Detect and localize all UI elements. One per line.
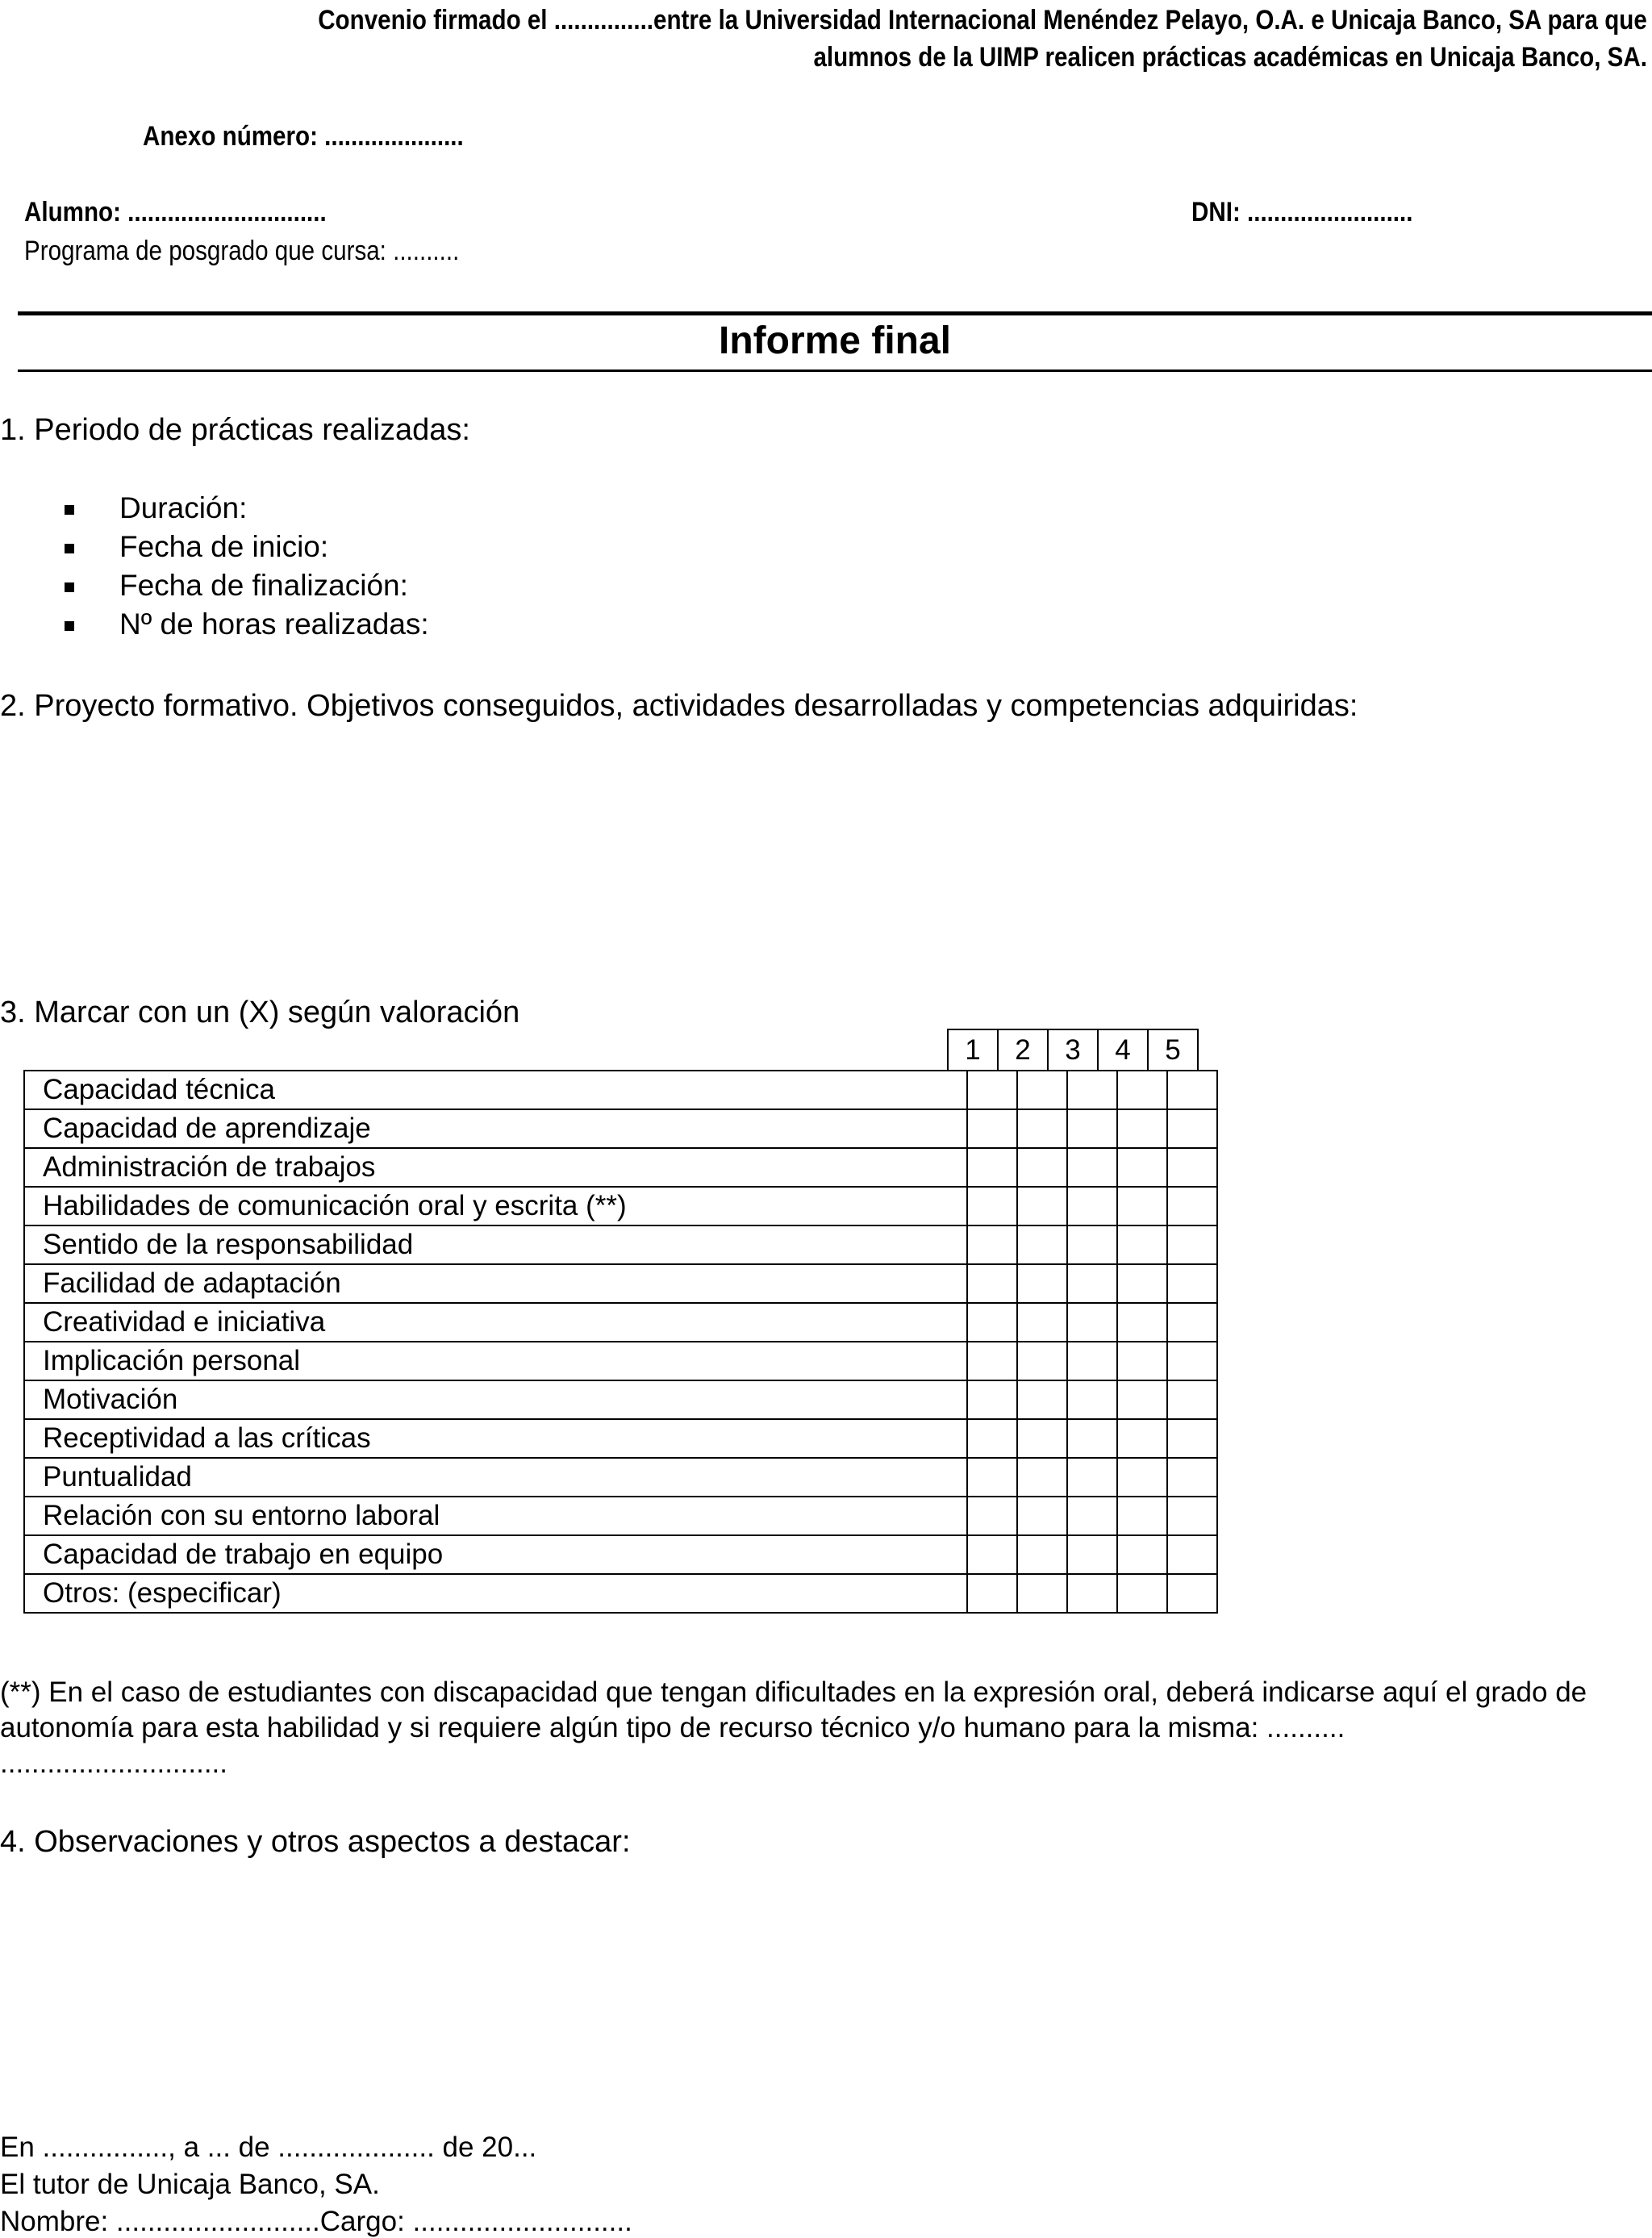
section1-heading: 1. Periodo de prácticas realizadas: xyxy=(0,413,470,447)
criterion-label: Facilidad de adaptación xyxy=(24,1264,967,1303)
criterion-label: Creatividad e iniciativa xyxy=(24,1303,967,1342)
section3-heading: 3. Marcar con un (X) según valoración xyxy=(0,996,520,1029)
scale-value: 3 xyxy=(1048,1029,1098,1071)
rating-checkbox-cell[interactable] xyxy=(1017,1225,1067,1264)
rating-checkbox-cell[interactable] xyxy=(1017,1342,1067,1380)
rating-checkbox-cell[interactable] xyxy=(1167,1458,1217,1497)
rating-checkbox-cell[interactable] xyxy=(1117,1497,1167,1535)
criterion-label: Implicación personal xyxy=(24,1342,967,1380)
table-row xyxy=(24,1071,1217,1109)
rating-checkbox-cell[interactable] xyxy=(1067,1187,1117,1225)
title-bottom-rule xyxy=(18,370,1652,372)
criterion-label: Otros: (especificar) xyxy=(24,1574,967,1613)
rating-checkbox-cell[interactable] xyxy=(1167,1148,1217,1187)
rating-checkbox-cell[interactable] xyxy=(1017,1264,1067,1303)
rating-checkbox-cell[interactable] xyxy=(1017,1574,1067,1613)
footnote-dots: ............................. xyxy=(0,1747,227,1779)
rating-checkbox-cell[interactable] xyxy=(1117,1187,1167,1225)
footnote-text: (**) En el caso de estudiantes con discapacidad que tengan dificultades en la expresión oral, deberá indicarse aquí el grado de autonomía para esta habilidad y si requiere algún tipo de recurso técnico y/o humano para la misma: .......... xyxy=(0,1676,1587,1743)
rating-checkbox-cell[interactable] xyxy=(1067,1574,1117,1613)
table-row xyxy=(24,1264,1217,1303)
table-row xyxy=(24,1458,1217,1497)
rating-checkbox-cell[interactable] xyxy=(1067,1342,1117,1380)
rating-checkbox-cell[interactable] xyxy=(1017,1109,1067,1148)
table-row xyxy=(24,1109,1217,1148)
rating-table xyxy=(23,1070,1218,1614)
scale-value: 1 xyxy=(948,1029,998,1071)
rating-checkbox-cell[interactable] xyxy=(967,1342,1017,1380)
rating-checkbox-cell[interactable] xyxy=(1167,1380,1217,1419)
criterion-label: Relación con su entorno laboral xyxy=(24,1497,967,1535)
rating-checkbox-cell[interactable] xyxy=(1017,1419,1067,1458)
rating-checkbox-cell[interactable] xyxy=(1167,1574,1217,1613)
rating-checkbox-cell[interactable] xyxy=(1117,1109,1167,1148)
rating-checkbox-cell[interactable] xyxy=(1117,1535,1167,1574)
rating-checkbox-cell[interactable] xyxy=(1067,1109,1117,1148)
rating-checkbox-cell[interactable] xyxy=(1167,1109,1217,1148)
report-title: Informe final xyxy=(718,319,952,362)
criterion-label: Administración de trabajos xyxy=(24,1148,967,1187)
rating-checkbox-cell[interactable] xyxy=(967,1458,1017,1497)
criterion-label: Sentido de la responsabilidad xyxy=(24,1225,967,1264)
internship-period-list xyxy=(65,489,429,644)
rating-checkbox-cell[interactable] xyxy=(1167,1419,1217,1458)
footnote xyxy=(0,1675,1652,1781)
rating-scale-header xyxy=(947,1029,1199,1071)
section2-heading: 2. Proyecto formativo. Objetivos conseguidos, actividades desarrolladas y competencias adquiridas: xyxy=(0,689,1358,723)
table-row xyxy=(24,1419,1217,1458)
tutor-line: El tutor de Unicaja Banco, SA. xyxy=(0,2169,380,2200)
rating-checkbox-cell[interactable] xyxy=(967,1497,1017,1535)
table-row xyxy=(24,1380,1217,1419)
rating-checkbox-cell[interactable] xyxy=(1067,1303,1117,1342)
rating-checkbox-cell[interactable] xyxy=(1167,1303,1217,1342)
student-name-field: Alumno: .............................. xyxy=(24,197,327,228)
agreement-header-line2: alumnos de la UIMP realicen prácticas académicas en Unicaja Banco, SA. xyxy=(813,42,1647,73)
rating-checkbox-cell[interactable] xyxy=(967,1071,1017,1109)
list-item: Nº de horas realizadas: xyxy=(65,605,429,644)
criterion-label: Motivación xyxy=(24,1380,967,1419)
rating-checkbox-cell[interactable] xyxy=(1017,1535,1067,1574)
rating-checkbox-cell[interactable] xyxy=(1117,1380,1167,1419)
criterion-label: Capacidad de aprendizaje xyxy=(24,1109,967,1148)
rating-checkbox-cell[interactable] xyxy=(1067,1458,1117,1497)
criterion-label: Capacidad técnica xyxy=(24,1071,967,1109)
table-row xyxy=(24,1497,1217,1535)
rating-checkbox-cell[interactable] xyxy=(1117,1419,1167,1458)
rating-checkbox-cell[interactable] xyxy=(1017,1380,1067,1419)
agreement-header-line1: Convenio firmado el ...............entre la Universidad Internacional Menéndez Pelayo, O.A. e Unicaja Banco, SA para que xyxy=(318,5,1647,35)
rating-checkbox-cell[interactable] xyxy=(1067,1071,1117,1109)
table-row xyxy=(24,1187,1217,1225)
rating-checkbox-cell[interactable] xyxy=(1167,1264,1217,1303)
rating-checkbox-cell[interactable] xyxy=(1167,1535,1217,1574)
rating-checkbox-cell[interactable] xyxy=(967,1187,1017,1225)
rating-checkbox-cell[interactable] xyxy=(1117,1264,1167,1303)
rating-checkbox-cell[interactable] xyxy=(1017,1458,1067,1497)
rating-checkbox-cell[interactable] xyxy=(1067,1535,1117,1574)
rating-checkbox-cell[interactable] xyxy=(1067,1380,1117,1419)
rating-checkbox-cell[interactable] xyxy=(1117,1342,1167,1380)
rating-checkbox-cell[interactable] xyxy=(1117,1303,1167,1342)
postgraduate-program-field: Programa de posgrado que cursa: .......... xyxy=(24,236,460,266)
rating-checkbox-cell[interactable] xyxy=(1167,1497,1217,1535)
table-row xyxy=(24,1342,1217,1380)
table-row xyxy=(24,1148,1217,1187)
criterion-label: Habilidades de comunicación oral y escrita (**) xyxy=(24,1187,967,1225)
rating-checkbox-cell[interactable] xyxy=(967,1380,1017,1419)
table-row xyxy=(24,1535,1217,1574)
rating-checkbox-cell[interactable] xyxy=(967,1419,1017,1458)
criterion-label: Receptividad a las críticas xyxy=(24,1419,967,1458)
table-row xyxy=(24,1303,1217,1342)
rating-checkbox-cell[interactable] xyxy=(967,1574,1017,1613)
rating-checkbox-cell[interactable] xyxy=(1117,1225,1167,1264)
table-row xyxy=(24,1225,1217,1264)
list-item: Duración: xyxy=(65,489,429,528)
student-dni-field: DNI: ......................... xyxy=(1191,197,1413,228)
rating-checkbox-cell[interactable] xyxy=(1017,1497,1067,1535)
rating-checkbox-cell[interactable] xyxy=(1167,1225,1217,1264)
rating-checkbox-cell[interactable] xyxy=(1067,1264,1117,1303)
rating-checkbox-cell[interactable] xyxy=(1167,1187,1217,1225)
rating-checkbox-cell[interactable] xyxy=(967,1225,1017,1264)
criterion-label: Puntualidad xyxy=(24,1458,967,1497)
rating-checkbox-cell[interactable] xyxy=(967,1264,1017,1303)
rating-checkbox-cell[interactable] xyxy=(967,1148,1017,1187)
section4-heading: 4. Observaciones y otros aspectos a destacar: xyxy=(0,1825,631,1859)
rating-checkbox-cell[interactable] xyxy=(1067,1225,1117,1264)
table-row xyxy=(24,1574,1217,1613)
rating-checkbox-cell[interactable] xyxy=(1017,1071,1067,1109)
rating-checkbox-cell[interactable] xyxy=(1067,1497,1117,1535)
rating-checkbox-cell[interactable] xyxy=(967,1303,1017,1342)
scale-value: 2 xyxy=(998,1029,1048,1071)
rating-checkbox-cell[interactable] xyxy=(967,1535,1017,1574)
place-date-line: En ................, a ... de .................... de 20... xyxy=(0,2132,537,2163)
scale-value: 5 xyxy=(1148,1029,1198,1071)
rating-checkbox-cell[interactable] xyxy=(1167,1071,1217,1109)
criterion-label: Capacidad de trabajo en equipo xyxy=(24,1535,967,1574)
scale-value: 4 xyxy=(1098,1029,1148,1071)
annex-number: Anexo número: ..................... xyxy=(143,121,464,152)
rating-checkbox-cell[interactable] xyxy=(967,1109,1017,1148)
list-item: Fecha de finalización: xyxy=(65,566,429,605)
title-top-rule xyxy=(18,311,1652,315)
rating-checkbox-cell[interactable] xyxy=(1117,1148,1167,1187)
rating-checkbox-cell[interactable] xyxy=(1017,1303,1067,1342)
rating-checkbox-cell[interactable] xyxy=(1117,1071,1167,1109)
rating-checkbox-cell[interactable] xyxy=(1117,1458,1167,1497)
rating-checkbox-cell[interactable] xyxy=(1067,1148,1117,1187)
rating-checkbox-cell[interactable] xyxy=(1017,1148,1067,1187)
rating-checkbox-cell[interactable] xyxy=(1117,1574,1167,1613)
rating-checkbox-cell[interactable] xyxy=(1067,1419,1117,1458)
name-role-line: Nombre: ..........................Cargo: ............................ xyxy=(0,2206,632,2237)
list-item: Fecha de inicio: xyxy=(65,528,429,566)
rating-checkbox-cell[interactable] xyxy=(1167,1342,1217,1380)
rating-checkbox-cell[interactable] xyxy=(1017,1187,1067,1225)
